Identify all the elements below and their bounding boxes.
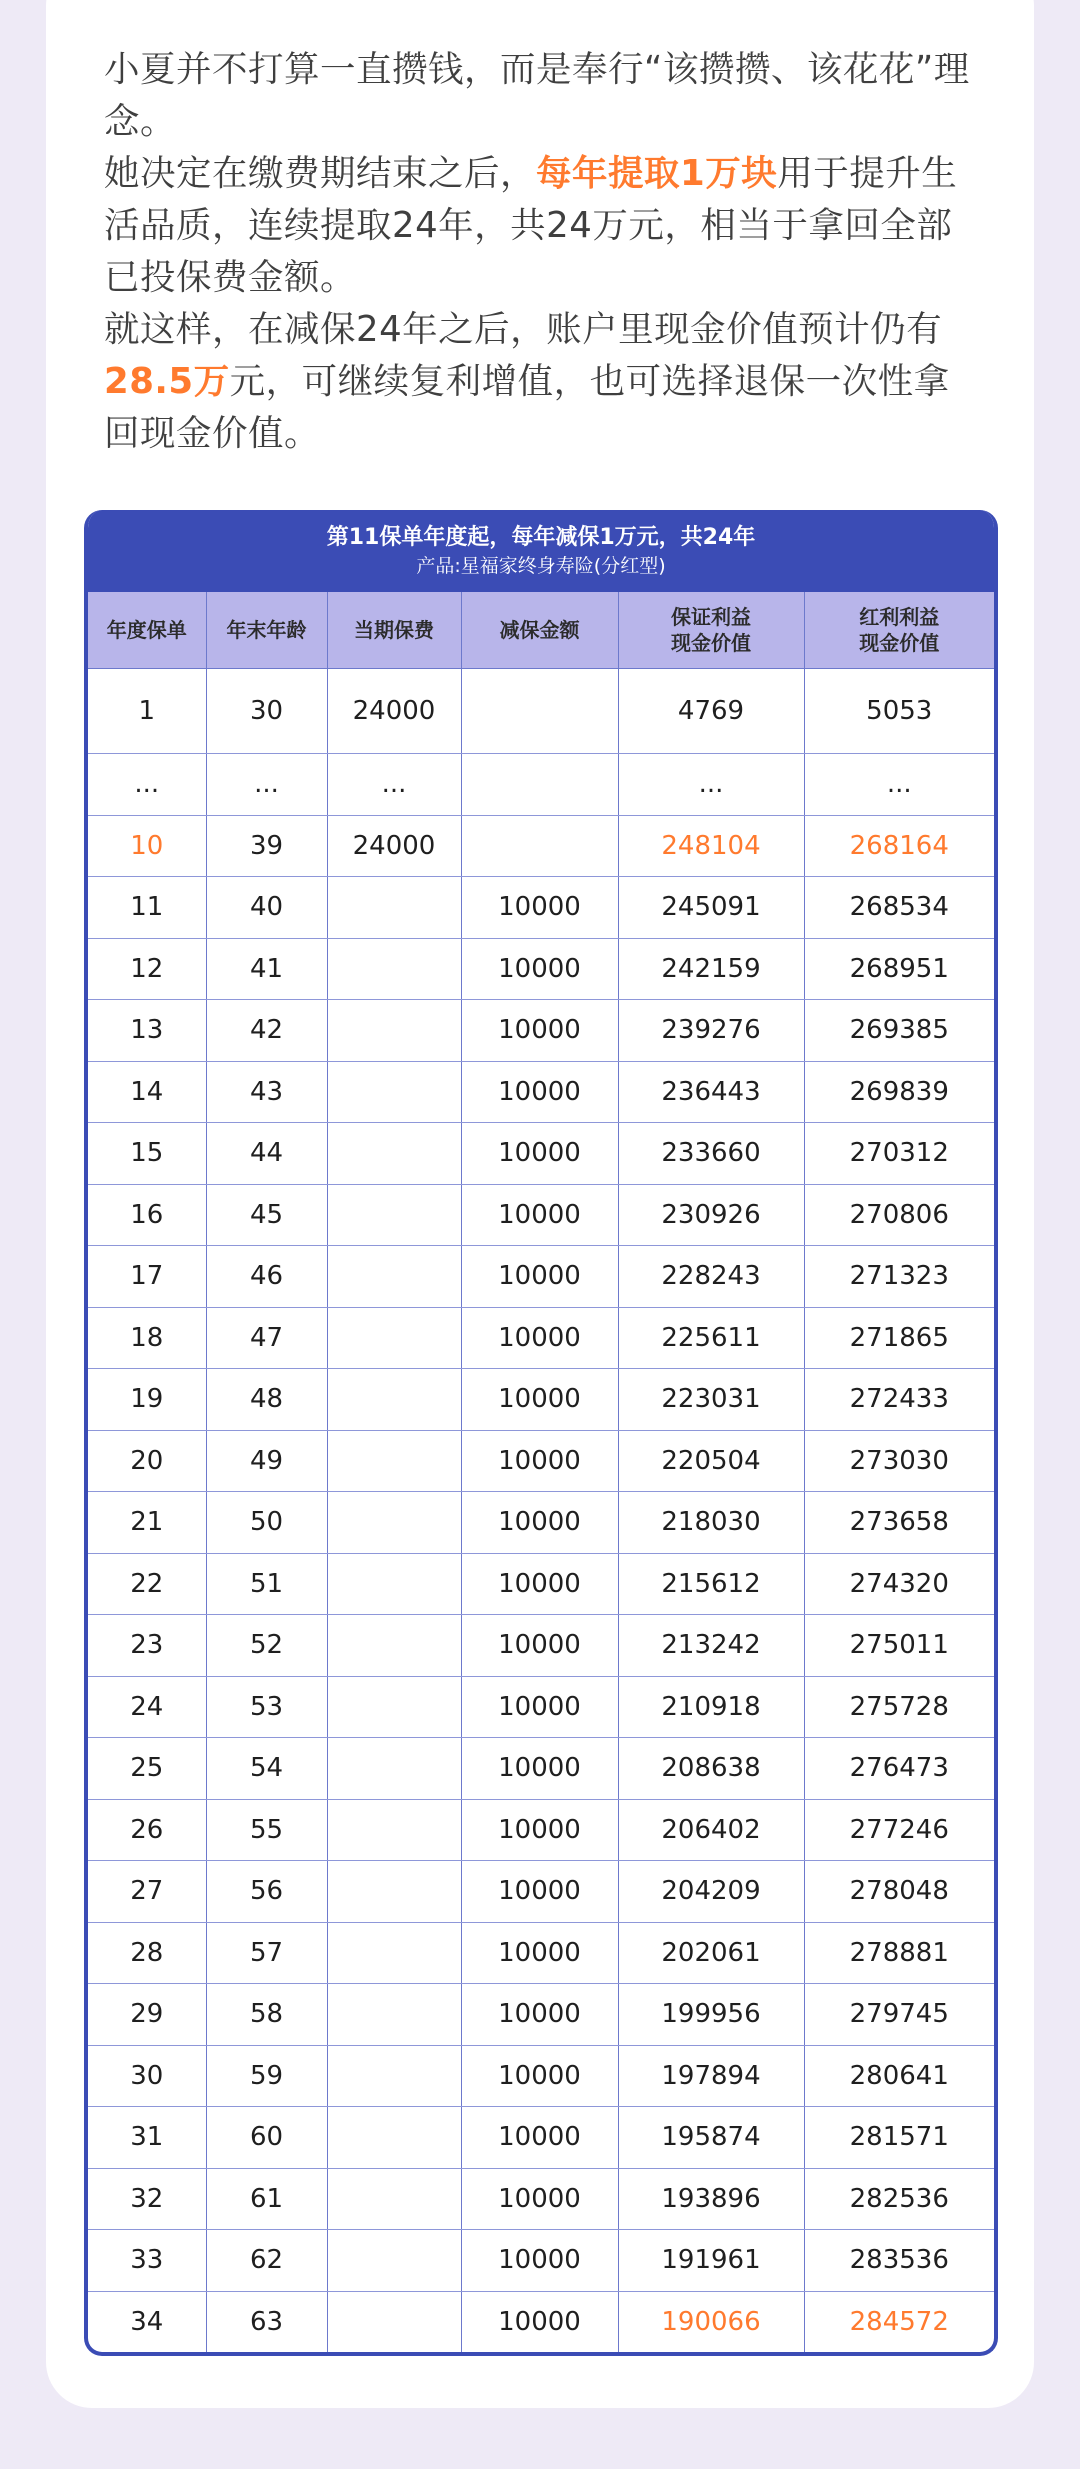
table-row bbox=[88, 1061, 994, 1123]
table-header-banner bbox=[88, 510, 994, 592]
table-row bbox=[88, 1553, 994, 1615]
table-cell: 233660 bbox=[618, 1123, 804, 1185]
table-cell bbox=[327, 1000, 461, 1062]
table-cell: 280641 bbox=[804, 2045, 994, 2107]
table-cell: 27 bbox=[88, 1861, 206, 1923]
table-cell: 1 bbox=[88, 669, 206, 754]
table-cell bbox=[327, 2168, 461, 2230]
table-cell bbox=[327, 1676, 461, 1738]
table-cell: 220504 bbox=[618, 1430, 804, 1492]
table-cell bbox=[461, 815, 618, 877]
table-cell: 236443 bbox=[618, 1061, 804, 1123]
intro-text-3a: 就这样，在减保24年之后，账户里现金价值预计仍有 bbox=[104, 309, 943, 350]
table-row bbox=[88, 1922, 994, 1984]
table-cell: 50 bbox=[206, 1492, 327, 1554]
table-cell: 268534 bbox=[804, 877, 994, 939]
table-body bbox=[88, 669, 994, 2353]
table-cell: 10000 bbox=[461, 877, 618, 939]
table-row bbox=[88, 1369, 994, 1431]
table-cell: 278881 bbox=[804, 1922, 994, 1984]
table-row bbox=[88, 815, 994, 877]
table-cell: 31 bbox=[88, 2107, 206, 2169]
table-cell: 273658 bbox=[804, 1492, 994, 1554]
table-cell: 10000 bbox=[461, 1246, 618, 1308]
intro-paragraph-1 bbox=[104, 44, 984, 148]
table-cell: 60 bbox=[206, 2107, 327, 2169]
table-cell: 190066 bbox=[618, 2291, 804, 2352]
table-cell: 275011 bbox=[804, 1615, 994, 1677]
table-cell: 44 bbox=[206, 1123, 327, 1185]
table-cell: 33 bbox=[88, 2230, 206, 2292]
table-cell: 10000 bbox=[461, 1369, 618, 1431]
table-cell: 42 bbox=[206, 1000, 327, 1062]
table-cell: 58 bbox=[206, 1984, 327, 2046]
table-cell: 40 bbox=[206, 877, 327, 939]
table-cell: 10000 bbox=[461, 1676, 618, 1738]
table-cell: 281571 bbox=[804, 2107, 994, 2169]
table-cell: 245091 bbox=[618, 877, 804, 939]
table-cell bbox=[461, 669, 618, 754]
table-cell bbox=[327, 1246, 461, 1308]
table-cell: 279745 bbox=[804, 1984, 994, 2046]
table-cell: 269385 bbox=[804, 1000, 994, 1062]
table-cell: 10000 bbox=[461, 1492, 618, 1554]
table-cell: 248104 bbox=[618, 815, 804, 877]
table-cell bbox=[327, 1738, 461, 1800]
table-cell: 34 bbox=[88, 2291, 206, 2352]
table-cell bbox=[327, 2230, 461, 2292]
table-cell: 62 bbox=[206, 2230, 327, 2292]
table-cell: 228243 bbox=[618, 1246, 804, 1308]
table-cell: 26 bbox=[88, 1799, 206, 1861]
table-cell: 10000 bbox=[461, 1430, 618, 1492]
table-row bbox=[88, 1738, 994, 1800]
table-cell: 283536 bbox=[804, 2230, 994, 2292]
intro-text-3b: 元，可继续复利增值，也可选择退保一次性拿回现金价值。 bbox=[104, 361, 950, 454]
table-cell: 275728 bbox=[804, 1676, 994, 1738]
table-cell: 57 bbox=[206, 1922, 327, 1984]
table-cell bbox=[327, 1184, 461, 1246]
table-cell: 47 bbox=[206, 1307, 327, 1369]
table-cell: 30 bbox=[206, 669, 327, 754]
table-row bbox=[88, 1861, 994, 1923]
table-cell: 56 bbox=[206, 1861, 327, 1923]
table-cell: 206402 bbox=[618, 1799, 804, 1861]
intro-highlight-remaining: 28.5万 bbox=[104, 361, 230, 402]
table-row bbox=[88, 1676, 994, 1738]
column-header-reduction: 减保金额 bbox=[461, 592, 618, 669]
table-cell: 223031 bbox=[618, 1369, 804, 1431]
table-cell: 276473 bbox=[804, 1738, 994, 1800]
table-cell: 278048 bbox=[804, 1861, 994, 1923]
intro-text-2b: 用于提升生活品质，连续提取24年，共24万元，相当于拿回全部已投保费金额。 bbox=[104, 153, 958, 298]
table-title: 第11保单年度起，每年减保1万元，共24年 bbox=[326, 525, 756, 550]
table-cell: 271865 bbox=[804, 1307, 994, 1369]
table-cell: 10000 bbox=[461, 2045, 618, 2107]
table-cell: 10 bbox=[88, 815, 206, 877]
table-row bbox=[88, 2230, 994, 2292]
table-cell: 23 bbox=[88, 1615, 206, 1677]
column-header-bonus-value: 红利利益 现金价值 bbox=[804, 592, 994, 669]
table-cell: 12 bbox=[88, 938, 206, 1000]
table-cell: 54 bbox=[206, 1738, 327, 1800]
table-cell: 204209 bbox=[618, 1861, 804, 1923]
table-row bbox=[88, 1246, 994, 1308]
table-cell: 268951 bbox=[804, 938, 994, 1000]
table-cell: 49 bbox=[206, 1430, 327, 1492]
table-cell: 14 bbox=[88, 1061, 206, 1123]
table-cell: 61 bbox=[206, 2168, 327, 2230]
table-row bbox=[88, 1615, 994, 1677]
table-cell: 29 bbox=[88, 1984, 206, 2046]
table-cell: 10000 bbox=[461, 1922, 618, 1984]
table-cell: 13 bbox=[88, 1000, 206, 1062]
table-cell: 215612 bbox=[618, 1553, 804, 1615]
table-cell bbox=[327, 1061, 461, 1123]
table-cell: 45 bbox=[206, 1184, 327, 1246]
table-row bbox=[88, 938, 994, 1000]
table-cell: 218030 bbox=[618, 1492, 804, 1554]
table-cell: 32 bbox=[88, 2168, 206, 2230]
table-row bbox=[88, 2291, 994, 2352]
table-cell: 239276 bbox=[618, 1000, 804, 1062]
table-cell bbox=[461, 754, 618, 816]
table-row bbox=[88, 754, 994, 816]
table-cell: 10000 bbox=[461, 2168, 618, 2230]
table-row bbox=[88, 2045, 994, 2107]
table-cell: 16 bbox=[88, 1184, 206, 1246]
table-cell: 52 bbox=[206, 1615, 327, 1677]
table-cell: 28 bbox=[88, 1922, 206, 1984]
table-cell: 19 bbox=[88, 1369, 206, 1431]
column-header-policy-year: 年度保单 bbox=[88, 592, 206, 669]
table-cell: 10000 bbox=[461, 1307, 618, 1369]
table-row bbox=[88, 2107, 994, 2169]
table-row bbox=[88, 669, 994, 754]
table-cell: 30 bbox=[88, 2045, 206, 2107]
table-cell: 59 bbox=[206, 2045, 327, 2107]
table-cell: 10000 bbox=[461, 1799, 618, 1861]
table-cell: 55 bbox=[206, 1799, 327, 1861]
table-cell bbox=[327, 2107, 461, 2169]
table-cell bbox=[327, 1123, 461, 1185]
table-row bbox=[88, 1307, 994, 1369]
table-row bbox=[88, 1184, 994, 1246]
intro-paragraph-3 bbox=[104, 304, 984, 460]
table-cell: 48 bbox=[206, 1369, 327, 1431]
table-cell bbox=[327, 1799, 461, 1861]
table-cell: 273030 bbox=[804, 1430, 994, 1492]
table-cell: 10000 bbox=[461, 1000, 618, 1062]
table-cell: 10000 bbox=[461, 1123, 618, 1185]
table-cell bbox=[327, 1492, 461, 1554]
table-cell: 282536 bbox=[804, 2168, 994, 2230]
table-cell bbox=[327, 1430, 461, 1492]
intro-text-2a: 她决定在缴费期结束之后， bbox=[104, 153, 537, 194]
table-cell: 5053 bbox=[804, 669, 994, 754]
table-cell: 41 bbox=[206, 938, 327, 1000]
table-cell: 202061 bbox=[618, 1922, 804, 1984]
table-cell: 10000 bbox=[461, 938, 618, 1000]
table-cell: 24 bbox=[88, 1676, 206, 1738]
table-cell: 270312 bbox=[804, 1123, 994, 1185]
table-cell: 20 bbox=[88, 1430, 206, 1492]
table-row bbox=[88, 877, 994, 939]
table-cell: 274320 bbox=[804, 1553, 994, 1615]
table-row bbox=[88, 1000, 994, 1062]
table-cell bbox=[327, 2291, 461, 2352]
policy-table-container bbox=[84, 510, 998, 2356]
table-cell: 191961 bbox=[618, 2230, 804, 2292]
table-cell: 4769 bbox=[618, 669, 804, 754]
table-cell: 272433 bbox=[804, 1369, 994, 1431]
table-cell: 210918 bbox=[618, 1676, 804, 1738]
intro-paragraph-2 bbox=[104, 148, 984, 304]
column-header-age: 年末年龄 bbox=[206, 592, 327, 669]
table-cell: 230926 bbox=[618, 1184, 804, 1246]
table-cell: 24000 bbox=[327, 669, 461, 754]
intro-text-1: 小夏并不打算一直攒钱，而是奉行“该攒攒、该花花”理念。 bbox=[104, 49, 970, 142]
table-cell: 39 bbox=[206, 815, 327, 877]
table-cell: 53 bbox=[206, 1676, 327, 1738]
table-cell: 10000 bbox=[461, 1061, 618, 1123]
intro-highlight-withdraw: 每年提取1万块 bbox=[536, 153, 778, 194]
table-cell bbox=[327, 2045, 461, 2107]
table-cell bbox=[327, 1553, 461, 1615]
table-cell: 10000 bbox=[461, 2291, 618, 2352]
table-cell: 63 bbox=[206, 2291, 327, 2352]
table-cell: 10000 bbox=[461, 1615, 618, 1677]
table-header-row bbox=[88, 592, 994, 669]
table-cell: 195874 bbox=[618, 2107, 804, 2169]
table-cell: 271323 bbox=[804, 1246, 994, 1308]
table-cell: 43 bbox=[206, 1061, 327, 1123]
table-cell: 269839 bbox=[804, 1061, 994, 1123]
table-cell: 193896 bbox=[618, 2168, 804, 2230]
table-row bbox=[88, 1492, 994, 1554]
column-header-guaranteed-value: 保证利益 现金价值 bbox=[618, 592, 804, 669]
table-cell: 242159 bbox=[618, 938, 804, 1000]
table-cell: 270806 bbox=[804, 1184, 994, 1246]
table-cell: ... bbox=[804, 754, 994, 816]
table-cell: 51 bbox=[206, 1553, 327, 1615]
table-cell: 208638 bbox=[618, 1738, 804, 1800]
table-subtitle: 产品:星福家终身寿险(分红型) bbox=[416, 555, 666, 577]
table-cell: 10000 bbox=[461, 2107, 618, 2169]
table-cell bbox=[327, 1922, 461, 1984]
intro-text bbox=[104, 44, 984, 460]
table-cell: 268164 bbox=[804, 815, 994, 877]
table-cell: 11 bbox=[88, 877, 206, 939]
table-cell: 21 bbox=[88, 1492, 206, 1554]
table-cell: ... bbox=[327, 754, 461, 816]
table-cell: ... bbox=[88, 754, 206, 816]
table-cell: 22 bbox=[88, 1553, 206, 1615]
table-cell bbox=[327, 1369, 461, 1431]
table-row bbox=[88, 2168, 994, 2230]
table-cell bbox=[327, 1861, 461, 1923]
table-cell: 24000 bbox=[327, 815, 461, 877]
table-cell: 10000 bbox=[461, 2230, 618, 2292]
table-cell: 197894 bbox=[618, 2045, 804, 2107]
table-cell bbox=[327, 1615, 461, 1677]
table-cell: 10000 bbox=[461, 1738, 618, 1800]
table-cell: ... bbox=[618, 754, 804, 816]
table-cell: 46 bbox=[206, 1246, 327, 1308]
table-cell: 213242 bbox=[618, 1615, 804, 1677]
table-cell: 10000 bbox=[461, 1184, 618, 1246]
policy-table bbox=[88, 592, 994, 2352]
table-row bbox=[88, 1430, 994, 1492]
table-cell bbox=[327, 1307, 461, 1369]
table-cell: 199956 bbox=[618, 1984, 804, 2046]
table-cell bbox=[327, 877, 461, 939]
table-cell: 10000 bbox=[461, 1553, 618, 1615]
table-cell: ... bbox=[206, 754, 327, 816]
table-cell: 284572 bbox=[849, 2306, 949, 2337]
table-cell: 18 bbox=[88, 1307, 206, 1369]
table-cell: 10000 bbox=[461, 1984, 618, 2046]
table-row bbox=[88, 1123, 994, 1185]
column-header-premium: 当期保费 bbox=[327, 592, 461, 669]
table-cell bbox=[327, 1984, 461, 2046]
table-cell: 10000 bbox=[461, 1861, 618, 1923]
table-cell bbox=[327, 938, 461, 1000]
table-cell: 277246 bbox=[804, 1799, 994, 1861]
table-row bbox=[88, 1799, 994, 1861]
table-row bbox=[88, 1984, 994, 2046]
table-cell: 25 bbox=[88, 1738, 206, 1800]
table-cell: 17 bbox=[88, 1246, 206, 1308]
table-cell: 15 bbox=[88, 1123, 206, 1185]
table-cell: 225611 bbox=[618, 1307, 804, 1369]
